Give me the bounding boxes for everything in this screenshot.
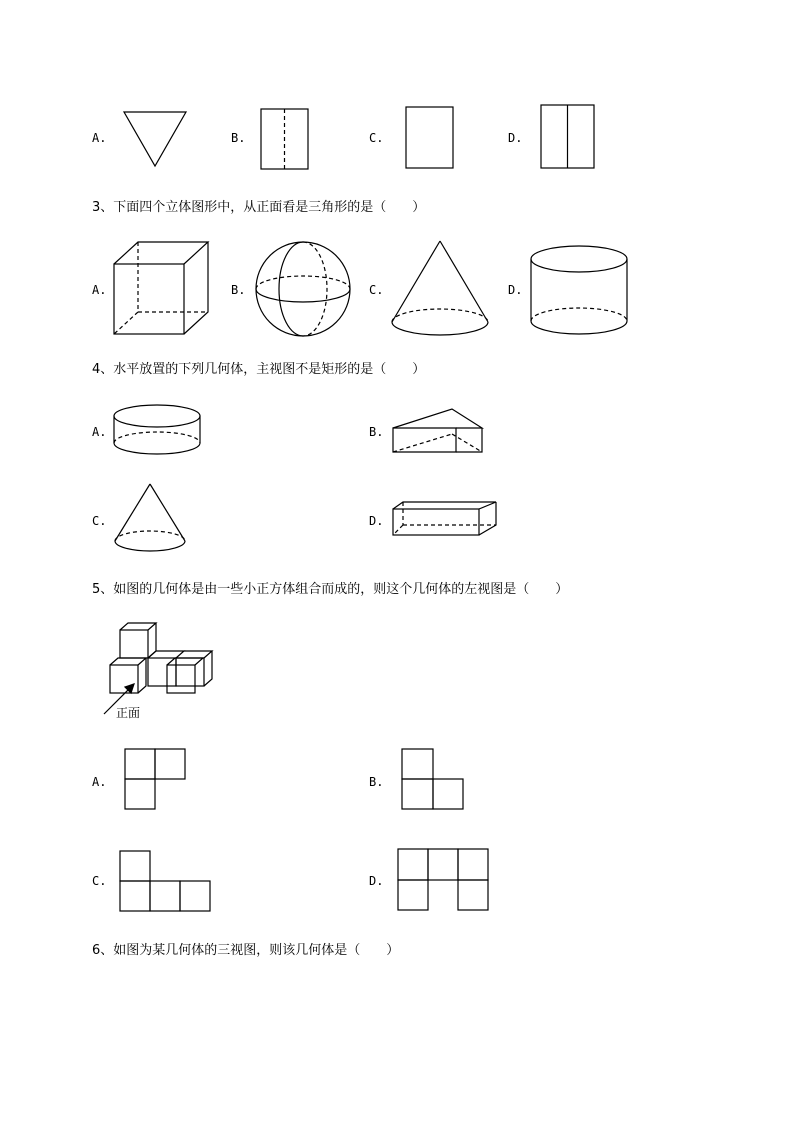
option-b-label: B. (231, 131, 246, 145)
triangular-prism-figure (390, 406, 486, 456)
option-b-label: B. (369, 425, 384, 439)
cube-figure (110, 238, 212, 338)
rectangular-prism-figure (390, 499, 502, 539)
view-d-figure (396, 847, 492, 913)
question-6-stem: 6、如图为某几何体的三视图，则该几何体是（ ） (92, 943, 400, 958)
option-d-label: D. (508, 131, 523, 145)
view-c-figure (118, 849, 214, 913)
option-a-label: A. (92, 283, 107, 297)
option-d-label: D. (369, 874, 384, 888)
option-c-label: C. (369, 131, 384, 145)
view-a-figure (123, 747, 187, 811)
view-b-figure (400, 747, 466, 811)
inverted-triangle-figure (120, 108, 190, 170)
option-d-label: D. (369, 514, 384, 528)
option-a-label: A. (92, 425, 107, 439)
option-c-label: C. (92, 874, 107, 888)
front-view-label: 正面 (116, 706, 141, 720)
option-a-label: A. (92, 775, 107, 789)
rectangle-figure (403, 104, 457, 172)
sphere-figure (252, 240, 356, 340)
rectangle-solid-middle-figure (538, 102, 598, 172)
question-4-stem: 4、水平放置的下列几何体，主视图不是矩形的是（ ） (92, 362, 426, 377)
rectangle-dashed-middle-figure (258, 106, 312, 172)
option-d-label: D. (508, 283, 523, 297)
option-b-label: B. (231, 283, 246, 297)
option-b-label: B. (369, 775, 384, 789)
option-c-label: C. (369, 283, 384, 297)
option-a-label: A. (92, 131, 107, 145)
question-3-stem: 3、下面四个立体图形中，从正面看是三角形的是（ ） (92, 200, 426, 215)
cylinder-figure (529, 243, 631, 339)
short-cylinder-figure (112, 403, 204, 457)
cone-figure (113, 481, 189, 557)
cone-figure (390, 238, 492, 338)
question-5-stem: 5、如图的几何体是由一些小正方体组合而成的，则这个几何体的左视图是（ ） (92, 582, 569, 597)
option-c-label: C. (92, 514, 107, 528)
